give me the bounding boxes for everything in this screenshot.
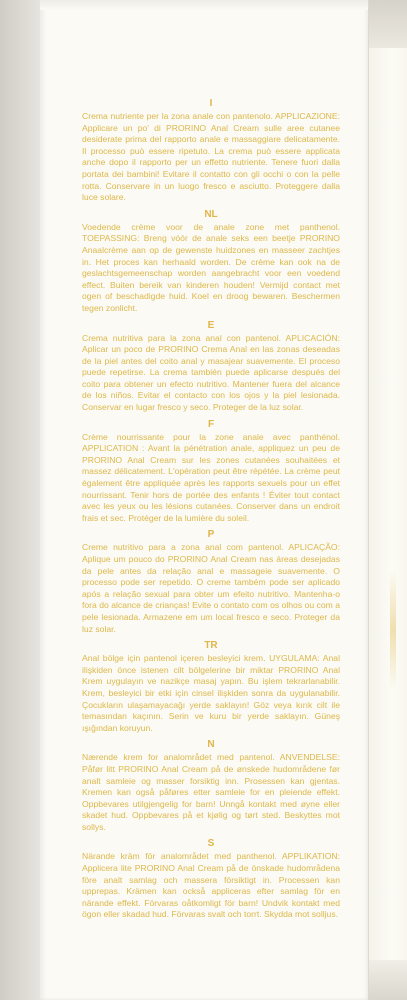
section-text: Creme nutritivo para a zona anal com pantenol. APLICAÇÃO: Aplique um pouco do PRORINO Anal Cream nas áreas desejadas da pele antes da relação anal e massageie suavemente. O processo pode ser repetido. O creme também pode ser aplicado após a relação sexual para obter um efeito nutritivo. Mantenha-o fora do alcance de crianças! Evite o contato com os olhos ou com a pele lesionada. Armazene em um local fresco e seco. Proteger da luz solar. bbox=[82, 542, 340, 634]
section-turkish bbox=[82, 640, 340, 734]
language-code: E bbox=[207, 319, 215, 331]
section-spanish bbox=[82, 320, 340, 414]
section-portuguese bbox=[82, 529, 340, 635]
section-norwegian bbox=[82, 739, 340, 833]
box-top-fold bbox=[369, 0, 407, 48]
box-bottom-fold bbox=[369, 960, 407, 1000]
section-italian bbox=[82, 98, 340, 204]
section-text: Nærende krem for analområdet med pantenol. ANVENDELSE: Påfør litt PRORINO Anal Cream på de ønskede hudområdene før analt samleie og masser forsiktig inn. Prosessen kan gjentas. Kremen kan også påføres etter samleie for en pleiende effekt. Oppbevares utilgjengelig for barn! Unngå kontakt med øyne eller skadet hud. Oppbevares på et kjølig og tørt sted. Beskyttes mot sollys. bbox=[82, 752, 340, 832]
language-code: I bbox=[209, 98, 213, 109]
section-text: Voedende crème voor de anale zone met panthenol. TOEPASSING: Breng vóór de anale seks een beetje PRORINO Anaalcrème aan op de gewenste huidzones en masseer zachtjes in. Het proces kan herhaald worden. De crème kan ook na de geslachtsgemeenschap worden aangebracht voor een voedend effect. Buiten bereik van kinderen houden! Vermijd contact met ogen of beschadigde huid. Koel en droog bewaren. Beschermen tegen zonlicht. bbox=[82, 221, 340, 313]
section-dutch bbox=[82, 209, 340, 315]
section-text: Crema nutritiva para la zona anal con pantenol. APLICACIÓN: Aplicar un poco de PRORINO Crema Anal en las zonas deseadas de la piel antes del coito anal y masajear suavemente. El proceso puede repetirse. La crema también puede aplicarse después del coito para obtener un efecto nutritivo. Mantener fuera del alcance de los niños. Evitar el contacto con los ojos y la piel lesionada. Conservar en lugar fresco y seco. Proteger de la luz solar. bbox=[82, 332, 340, 413]
box-left-flap bbox=[0, 0, 40, 1000]
instructions-text-block bbox=[82, 98, 340, 926]
section-text: Anal bölge için pantenol içeren besleyici krem. UYGULAMA: Anal ilişkiden önce istenen cilt bölgelerine bir miktar PRORINO Anal Krem uygulayın ve nazikçe masaj yapın. Bu işlem tekrarlanabilir. Krem, besleyici bir etki için cinsel ilişkiden sonra da uygulanabilir. Çocukların ulaşamayacağı yerde saklayın! Göz veya kırık cilt ile temasından kaçının. Serin ve kuru bir yerde saklayın. Güneş ışığından koruyun. bbox=[82, 653, 340, 733]
box-right-flap bbox=[368, 0, 407, 1000]
edge-print-mark bbox=[390, 570, 396, 690]
language-code: P bbox=[207, 529, 215, 541]
section-text: Crème nourrissante pour la zone anale avec panthénol. APPLICATION : Avant la pénétration anale, appliquez un peu de PRORINO Anal Cream sur les zones cutanées souhaitées et massez délicatement. L'opération peut être répétée. La crème peut également être appliquée après les rapports sexuels pour un effet nourrissant. Tenir hors de portée des enfants ! Éviter tout contact avec les yeux ou les lésions cutanées. Conserver dans un endroit frais et sec. Protéger de la lumière du soleil. bbox=[82, 431, 340, 523]
language-code: TR bbox=[204, 640, 218, 652]
section-swedish bbox=[82, 838, 340, 921]
section-french bbox=[82, 419, 340, 525]
language-code: N bbox=[207, 739, 215, 751]
section-text: Närande kräm för analområdet med panthenol. APPLIKATION: Applicera lite PRORINO Anal Cream på de önskade hudområdena före analt samlag och massera försiktigt in. Processen kan upprepas. Krämen kan också appliceras efter samlag för en närande effekt. Förvaras oåtkomligt för barn! Undvik kontakt med ögon eller skadad hud. Förvaras svalt och torrt. Skydda mot solljus. bbox=[82, 851, 340, 920]
box-panel-top-shadow bbox=[40, 0, 368, 10]
language-code: S bbox=[207, 838, 215, 850]
language-code: NL bbox=[204, 208, 218, 220]
language-code: F bbox=[207, 418, 215, 430]
section-text: Crema nutriente per la zona anale con pantenolo. APPLICAZIONE: Applicare un po' di PRORINO Anal Cream sulle aree cutanee desiderate prima del rapporto anale e massaggiare delicatamente. Il processo può essere ripetuto. La crema può essere applicata anche dopo il rapporto per un effetto nutriente. Tenere fuori dalla portata dei bambini! Evitare il contatto con gli occhi o con la pelle rotta. Conservare in un luogo fresco e asciutto. Proteggere dalla luce solare. bbox=[82, 111, 340, 203]
